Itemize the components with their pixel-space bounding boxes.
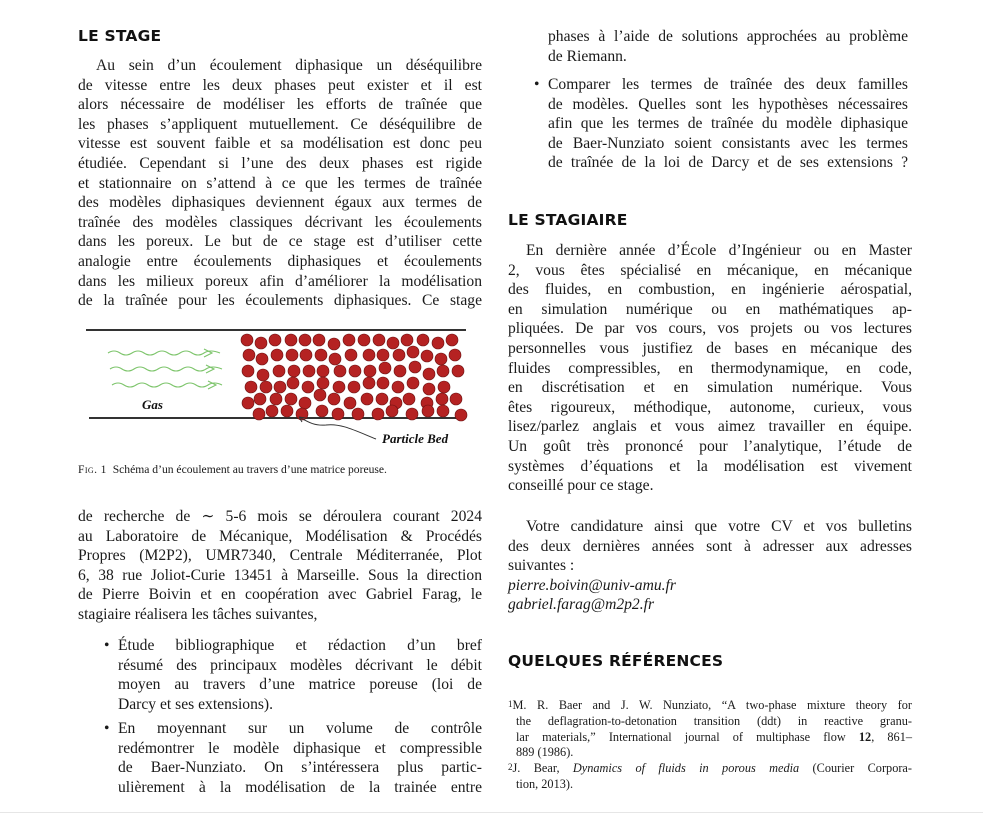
particle-bed-icon [241, 334, 467, 421]
text-line [508, 730, 912, 746]
text-line: afin que les termes de traînée du modèle diphasique [548, 115, 908, 133]
text-line: les phases s’appliquent mutuellement. Ce déséquilibre de [78, 115, 482, 133]
reference-text: lar materials,” International journal of multiphase flow [516, 729, 859, 744]
reference-text: (Courier Corpora- [799, 761, 912, 776]
gas-label: Gas [142, 397, 163, 412]
text-line: des fluides, en combustion, en ingénierie aérospatial, [508, 281, 912, 299]
text-line: de traînée de la loi de Darcy et de ses extensions ? [548, 154, 908, 172]
text-line: systèmes d’équations et la modélisation est vivement [508, 457, 912, 475]
references-list [508, 698, 912, 793]
text-line: de la traînée pour les écoulements diphasiques. Ce stage [78, 292, 482, 310]
text-line: des modèles diphasiques deviennent égaux aux termes de [78, 194, 482, 212]
text-line: des deux dernières années sont à adresser aux adresses [508, 537, 912, 555]
reference-text: , 861– [871, 729, 912, 744]
reference-text: J. Bear, [512, 761, 573, 776]
text-line: analogie entre écoulements diphasiques et écoulements [78, 252, 482, 270]
text-line: de Pierre Boivin et en coopération avec Gabriel Farag, le [78, 586, 482, 604]
bullet-icon: • [534, 76, 540, 93]
text-line: tion, 2013). [516, 776, 574, 791]
application-paragraph [508, 517, 912, 615]
text-line: Étude bibliographique et rédaction d’un bref [118, 637, 482, 654]
text-line: de Baer-Nunziato. On s’intéressera plus partic- [118, 759, 482, 777]
text-line: dans les poreux. Le but de ce stage est d’utiliser cette [78, 233, 482, 251]
continuation-paragraph [78, 507, 482, 625]
reference-number: 1 [508, 699, 513, 709]
text-line: fluides compressibles, en thermodynamique, en code, [508, 359, 912, 377]
text-line: de recherche de ∼ 5-6 mois se déroulera courant 2024 [78, 508, 482, 525]
gas-flow-arrows-icon [108, 349, 222, 389]
text-line: vitesse est souvent faible et sa modélisation est donc peu [78, 135, 482, 153]
text-line: résumé des principaux modèles décrivant le débit [118, 656, 482, 674]
text-line: conseillé pour ce stage. [508, 477, 654, 495]
intro-paragraph [78, 56, 482, 311]
book-title: Dynamics of fluids in porous media [572, 761, 800, 776]
pointer-arrow-icon [299, 417, 376, 439]
text-line: Comparer les termes de traînée des deux familles [548, 76, 908, 93]
text-line: En dernière année d’École d’Ingénieur ou en Master [526, 242, 912, 259]
text-line: Propres (M2P2), UMR7340, Centrale Méditerranée, Plot [78, 547, 482, 565]
reference-item-2 [508, 761, 912, 793]
figure-porous-flow-schematic [86, 327, 470, 451]
text-line: alors nécessaire de modéliser les efforts de traînée que [78, 96, 482, 114]
text-line: de vitesse entre les deux phases peut exister et il est [78, 76, 482, 94]
text-line: en discrétisation et en simulation numérique. Vous [508, 379, 912, 397]
text-line: suivantes : [508, 557, 575, 575]
text-line: 889 (1986). [516, 745, 574, 760]
text-line: lisez/parlez anglais et vous aimez travailler en équipe. [508, 418, 912, 436]
text-line: étudiée. Cependant si l’une des deux phases est rigide [78, 154, 482, 172]
text-line: ulièrement à la modélisation de la trainée entre [118, 778, 482, 796]
bullet-icon: • [104, 637, 110, 654]
text-line: redémontrer le modèle diphasique et compressible [118, 739, 482, 757]
page-bottom-divider [0, 812, 983, 813]
porous-flow-diagram [86, 327, 470, 451]
text-line: et stationnaire on s’attend à ce que les termes de traînée [78, 174, 482, 192]
text-line: 6, 38 rue Joliot-Curie 13451 à Marseille. Sous la direction [78, 566, 482, 584]
text-line: pliquées. De par vos cours, vos projets ou vos lectures [508, 320, 912, 338]
text-line [508, 761, 912, 777]
text-line: de Baer-Nunziato soient consistants avec les termes [548, 134, 908, 152]
task-bullet-3 [534, 75, 908, 173]
text-line: moyen au travers d’une matrice poreuse (loi de [118, 676, 482, 694]
particle-bed-label: Particle Bed [382, 431, 449, 446]
task-bullet-1 [104, 636, 482, 714]
text-line: êtes rigoureux, méthodique, autonome, curieux, vous [508, 398, 912, 416]
reference-number: 2 [508, 762, 513, 773]
text-line: personnelles vous justifiez de bases en mécanique des [508, 339, 912, 357]
email-link-gabriel-farag[interactable]: gabriel.farag@m2p2.fr [508, 596, 655, 614]
text-line [508, 698, 912, 714]
email-link-pierre-boivin[interactable]: pierre.boivin@univ-amu.fr [508, 576, 676, 594]
text-line: En moyennant sur un volume de contrôle [118, 720, 482, 737]
text-line: 2, vous êtes spécialisé en mécanique, en mécanique [508, 261, 912, 279]
text-line: stagiaire réalisera les tâches suivantes, [78, 605, 318, 623]
volume-number: 12 [858, 729, 872, 744]
section-title-le-stagiaire: LE STAGIAIRE [508, 211, 628, 229]
text-line: Darcy et ses extensions). [118, 695, 274, 713]
bullet-icon: • [104, 720, 110, 737]
reference-item-1 [508, 698, 912, 761]
text-line: au Laboratoire de Mécanique, Modélisation & Procédés [78, 527, 482, 545]
figure-number: Fig. 1 [78, 463, 107, 476]
text-line: the deflagration-to-detonation transition (ddt) in reactive granu- [516, 713, 912, 728]
text-line: de Riemann. [548, 47, 627, 65]
text-line: en simulation numérique ou en mathématiques ap- [508, 300, 912, 318]
figure-caption [78, 463, 482, 476]
section-title-le-stage: LE STAGE [78, 27, 162, 45]
task-bullet-2 [104, 719, 482, 797]
text-line: dans les milieux poreux afin d’améliorer la modélisation [78, 272, 482, 290]
figure-caption-text: Schéma d’un écoulement au travers d’une matrice poreuse. [112, 463, 387, 476]
text-line: Un goût très prononcé pour l’analytique, l’étude de [508, 437, 912, 455]
task-bullet-2-continued [548, 27, 908, 66]
text-line: Au sein d’un écoulement diphasique un déséquilibre [96, 57, 482, 74]
reference-text: M. R. Baer and J. W. Nunziato, “A two-phase mixture theory for [512, 698, 912, 712]
stagiaire-paragraph [508, 241, 912, 496]
text-line: Votre candidature ainsi que votre CV et vos bulletins [526, 518, 912, 535]
text-line: phases à l’aide de solutions approchées au problème [548, 28, 908, 45]
text-line: traînée des modèles classiques décrivant les écoulements [78, 213, 482, 231]
section-title-references: QUELQUES RÉFÉRENCES [508, 652, 724, 670]
text-line: de modèles. Quelles sont les hypothèses nécessaires [548, 95, 908, 113]
